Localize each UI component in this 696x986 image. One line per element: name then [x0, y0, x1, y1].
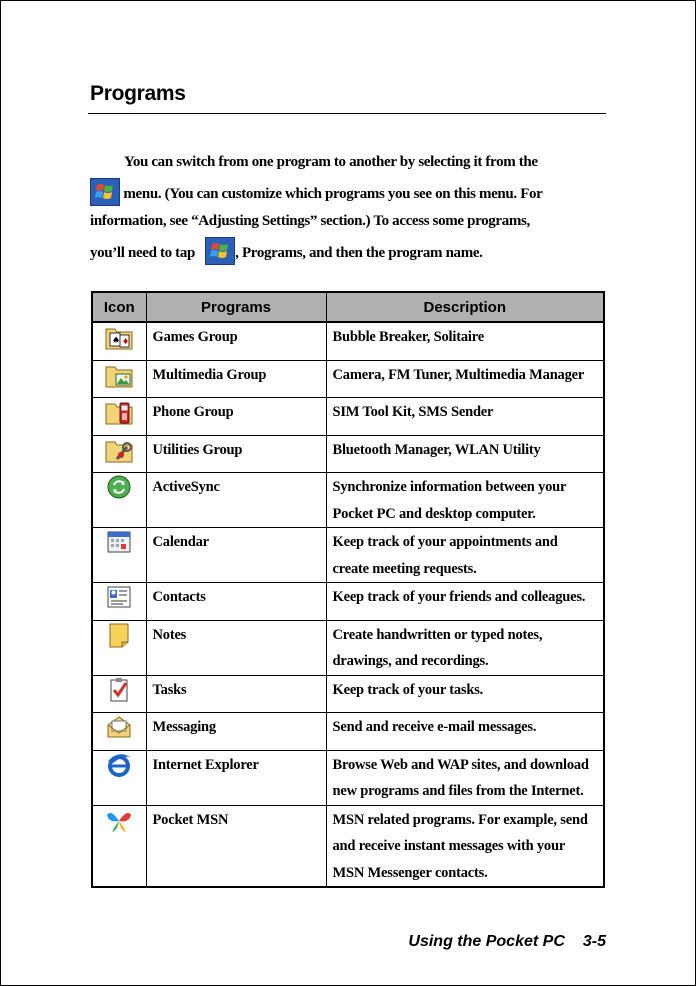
intro-text-1: You can switch from one program to another by selecting it from the	[124, 154, 538, 170]
intro-text-2: menu. (You can customize which programs you see on this menu. For	[123, 185, 543, 202]
table-row	[92, 620, 604, 675]
pocket-msn-icon	[92, 805, 146, 887]
programs-table	[91, 291, 605, 888]
header-icon: Icon	[92, 292, 146, 322]
intro-line-2	[90, 178, 605, 208]
program-description: SIM Tool Kit, SMS Sender	[326, 398, 604, 436]
intro-paragraph	[90, 148, 605, 266]
svg-text:♠: ♠	[112, 336, 121, 346]
notes-icon	[92, 620, 146, 675]
program-description: Camera, FM Tuner, Multimedia Manager	[326, 360, 604, 398]
program-description: Bluetooth Manager, WLAN Utility	[326, 435, 604, 473]
program-name: Pocket MSN	[146, 805, 326, 887]
program-name: Notes	[146, 620, 326, 675]
program-description: Synchronize information between your Pocket PC and desktop computer.	[326, 473, 604, 528]
program-name: Contacts	[146, 583, 326, 621]
program-name: Multimedia Group	[146, 360, 326, 398]
messaging-icon	[92, 713, 146, 751]
footer-chapter: Using the Pocket PC	[408, 933, 565, 950]
program-description: Keep track of your tasks.	[326, 675, 604, 713]
page-footer	[408, 933, 606, 951]
program-description: Send and receive e-mail messages.	[326, 713, 604, 751]
table-row	[92, 398, 604, 436]
intro-text-4: you’ll need to tap	[90, 244, 195, 261]
program-description: Keep track of your friends and colleagues.	[326, 583, 604, 621]
windows-start-icon	[205, 237, 235, 265]
program-name: Phone Group	[146, 398, 326, 436]
title-rule	[88, 113, 606, 114]
svg-text:♦: ♦	[122, 337, 130, 346]
program-name: Games Group	[146, 322, 326, 360]
table-row	[92, 360, 604, 398]
program-name: Internet Explorer	[146, 750, 326, 805]
footer-page-number: 3-5	[582, 933, 606, 950]
multimedia-folder-icon	[92, 360, 146, 398]
header-programs: Programs	[146, 292, 326, 322]
program-description: Bubble Breaker, Solitaire	[326, 322, 604, 360]
table-row	[92, 322, 604, 360]
program-name: Tasks	[146, 675, 326, 713]
program-description: MSN related programs. For example, send and receive instant messages with your MSN Messenger contacts.	[326, 805, 604, 887]
table-header-row	[92, 292, 604, 322]
table-row	[92, 750, 604, 805]
table-row	[92, 583, 604, 621]
intro-text-4-end: , and then the program name.	[302, 244, 483, 261]
internet-explorer-icon	[92, 750, 146, 805]
activesync-icon	[92, 473, 146, 528]
contacts-icon	[92, 583, 146, 621]
phone-folder-icon	[92, 398, 146, 436]
program-description: Create handwritten or typed notes, drawings, and recordings.	[326, 620, 604, 675]
table-row	[92, 473, 604, 528]
tasks-icon	[92, 675, 146, 713]
calendar-icon	[92, 528, 146, 583]
programs-menu-label: , Programs	[235, 244, 303, 261]
intro-text-3: information, see “Adjusting Settings” section.) To access some programs,	[90, 213, 530, 229]
program-description: Browse Web and WAP sites, and download new programs and files from the Internet.	[326, 750, 604, 805]
intro-line-3	[90, 207, 605, 237]
program-name: Utilities Group	[146, 435, 326, 473]
section-title: Programs	[90, 82, 186, 105]
table-row	[92, 805, 604, 887]
intro-line-4	[90, 237, 605, 267]
program-description: Keep track of your appointments and create meeting requests.	[326, 528, 604, 583]
table-row	[92, 528, 604, 583]
program-name: Calendar	[146, 528, 326, 583]
program-name: Messaging	[146, 713, 326, 751]
utilities-folder-icon	[92, 435, 146, 473]
intro-line-1	[90, 148, 605, 178]
table-row	[92, 435, 604, 473]
table-row	[92, 675, 604, 713]
table-row	[92, 713, 604, 751]
header-description: Description	[326, 292, 604, 322]
games-folder-icon	[92, 322, 146, 360]
program-name: ActiveSync	[146, 473, 326, 528]
windows-start-icon	[90, 178, 120, 206]
